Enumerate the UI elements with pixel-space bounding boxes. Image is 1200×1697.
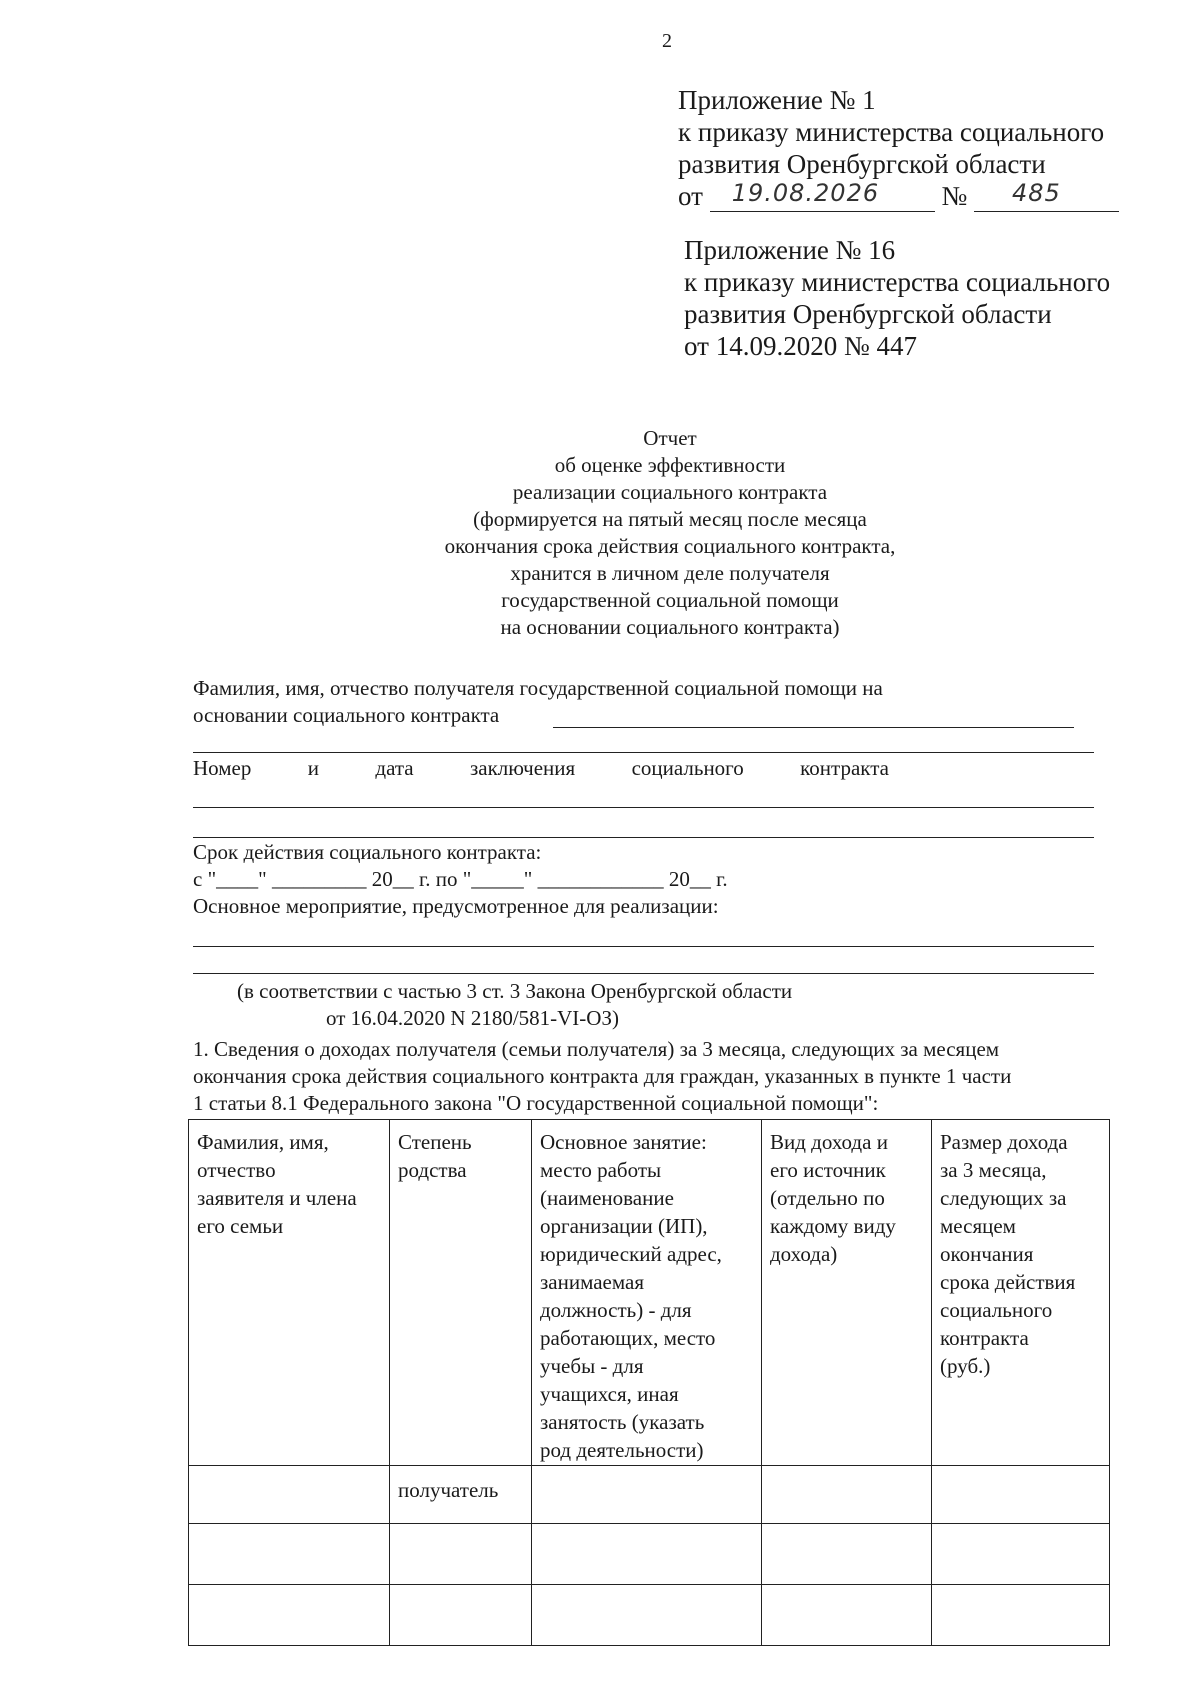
law-reference-line-2: от 16.04.2020 N 2180/581-VI-ОЗ) bbox=[326, 1006, 619, 1030]
appendix-1-title: Приложение № 1 bbox=[678, 85, 876, 115]
contract-input-line-1 bbox=[193, 807, 1094, 808]
table-row bbox=[189, 1585, 1110, 1646]
header-relationship: Степень родства bbox=[390, 1120, 532, 1466]
contract-label-word: социального bbox=[631, 756, 744, 780]
section-1-line-3: 1 статьи 8.1 Федерального закона "О государственной социальной помощи": bbox=[193, 1091, 879, 1115]
table-header-row bbox=[189, 1120, 1110, 1466]
table-cell bbox=[762, 1524, 932, 1585]
section-1-line-1: 1. Сведения о доходах получателя (семьи получателя) за 3 месяца, следующих за месяцем bbox=[193, 1037, 1000, 1061]
date-prefix: от bbox=[678, 181, 703, 211]
table-cell bbox=[189, 1585, 390, 1646]
table-cell bbox=[932, 1585, 1110, 1646]
law-reference-line-1: (в соответствии с частью 3 ст. 3 Закона Оренбургской области bbox=[237, 979, 793, 1003]
appendix-16-ministry: развития Оренбургской области bbox=[684, 299, 1052, 329]
main-activity-label: Основное мероприятие, предусмотренное для реализации: bbox=[193, 894, 719, 918]
title-line-3: реализации социального контракта bbox=[512, 480, 828, 504]
number-field bbox=[974, 179, 1119, 212]
term-label: Срок действия социального контракта: bbox=[193, 840, 542, 864]
table-cell bbox=[532, 1466, 762, 1524]
appendix-1-header bbox=[678, 84, 1119, 212]
income-table bbox=[188, 1119, 1110, 1646]
recipient-label-line-1: Фамилия, имя, отчество получателя государственной социальной помощи на bbox=[193, 676, 883, 700]
title-line-7: государственной социальной помощи bbox=[501, 588, 839, 612]
appendix-1-date-line bbox=[678, 180, 1119, 212]
table-cell bbox=[932, 1524, 1110, 1585]
appendix-16-title: Приложение № 16 bbox=[684, 235, 896, 265]
table-cell bbox=[532, 1524, 762, 1585]
appendix-16-date: от 14.09.2020 № 447 bbox=[684, 331, 917, 361]
appendix-1-ministry: развития Оренбургской области bbox=[678, 149, 1046, 179]
title-line-8: на основании социального контракта) bbox=[500, 615, 840, 639]
table-cell bbox=[189, 1524, 390, 1585]
handwritten-number: 485 bbox=[1011, 179, 1061, 207]
report-title bbox=[300, 425, 1040, 641]
page-number: 2 bbox=[662, 30, 672, 52]
contract-label-word: и bbox=[307, 756, 320, 780]
activity-input-line-2 bbox=[193, 973, 1094, 974]
header-income-amount: Размер дохода за 3 месяца, следующих за месяцем окончания срока действия социального контракта (руб.) bbox=[932, 1120, 1110, 1466]
table-cell bbox=[762, 1585, 932, 1646]
appendix-16-order: к приказу министерства социального bbox=[684, 267, 1111, 297]
number-prefix: № bbox=[941, 181, 968, 211]
appendix-1-order: к приказу министерства социального bbox=[678, 117, 1105, 147]
table-row bbox=[189, 1524, 1110, 1585]
recipient-label-line-2: основании социального контракта bbox=[193, 703, 500, 727]
contract-label-word: дата bbox=[375, 756, 414, 780]
title-line-6: хранится в личном деле получателя bbox=[510, 561, 830, 585]
appendix-16-header bbox=[684, 234, 1110, 362]
contract-label-word: контракта bbox=[800, 756, 889, 780]
contract-label-word: заключения bbox=[469, 756, 576, 780]
table-row bbox=[189, 1466, 1110, 1524]
table-cell bbox=[932, 1466, 1110, 1524]
table-cell bbox=[390, 1585, 532, 1646]
activity-input-line-1 bbox=[193, 946, 1094, 947]
term-dates: с "____" _________ 20__ г. по "_____" ____________ 20__ г. bbox=[193, 867, 728, 891]
header-main-occupation: Основное занятие: место работы (наименование организации (ИП), юридический адрес, занимаемая должность) - для работающих, место учебы - для учащихся, иная занятость (указать род деятельности) bbox=[532, 1120, 762, 1466]
table-cell bbox=[532, 1585, 762, 1646]
title-line-4: (формируется на пятый месяц после месяца bbox=[473, 507, 867, 531]
header-full-name: Фамилия, имя, отчество заявителя и члена его семьи bbox=[189, 1120, 390, 1466]
title-line-1: Отчет bbox=[643, 426, 697, 450]
table-cell: получатель bbox=[390, 1466, 532, 1524]
title-line-2: об оценке эффективности bbox=[554, 453, 786, 477]
contract-input-line-2 bbox=[193, 837, 1094, 838]
contract-label-word: Номер bbox=[193, 756, 252, 780]
table-cell bbox=[390, 1524, 532, 1585]
table-cell bbox=[189, 1466, 390, 1524]
title-line-5: окончания срока действия социального контракта, bbox=[444, 534, 896, 558]
contract-number-date-label bbox=[193, 755, 889, 782]
date-field bbox=[710, 179, 935, 212]
section-1-line-2: окончания срока действия социального контракта для граждан, указанных в пункте 1 части bbox=[193, 1064, 1012, 1088]
recipient-input-line-2 bbox=[193, 752, 1094, 753]
handwritten-date: 19.08.2026 bbox=[731, 179, 880, 207]
header-income-type: Вид дохода и его источник (отдельно по каждому виду дохода) bbox=[762, 1120, 932, 1466]
recipient-input-line bbox=[553, 727, 1074, 728]
table-cell bbox=[762, 1466, 932, 1524]
